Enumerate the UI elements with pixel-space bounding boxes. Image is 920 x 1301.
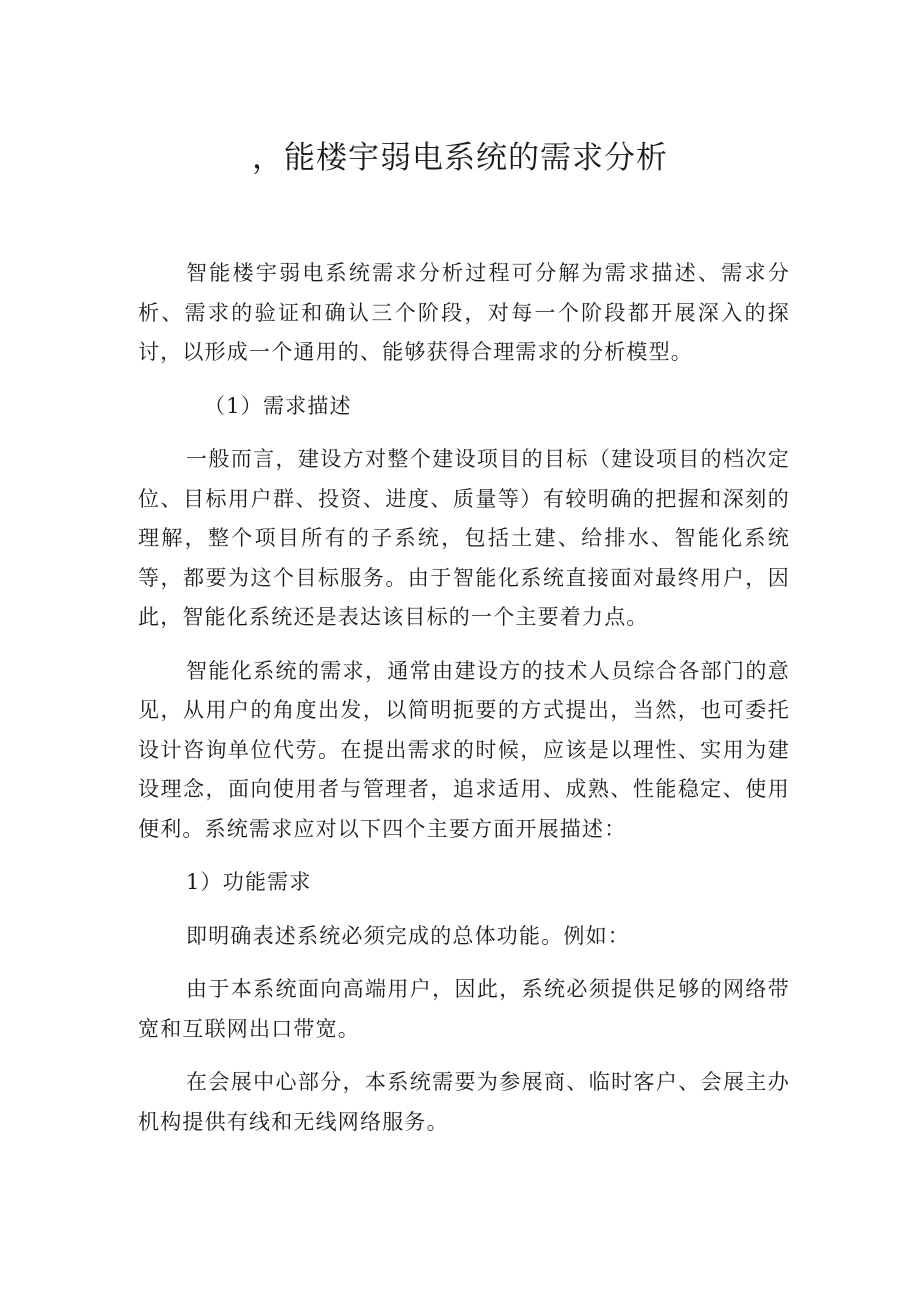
paragraph-bandwidth-example: 由于本系统面向高端用户，因此，系统必须提供足够的网络带宽和互联网出口带宽。 [138, 977, 790, 1041]
section-heading-requirement-description: （1）需求描述 [204, 393, 352, 418]
paragraph-function-intro: 即明确表述系统必须完成的总体功能。例如： [186, 923, 630, 948]
subheading-functional-requirements: 1）功能需求 [186, 870, 312, 894]
paragraph-project-goals: 一般而言，建设方对整个建设项目的目标（建设项目的档次定位、目标用户群、投资、进度、质量等）有较明确的把握和深刻的理解，整个项目所有的子系统，包括土建、给排水、智能化系统等，都要为这个目标服务。由于智能化系统直接面对最终用户，因此，智能化系统还是表达该目标的一个主要着力点。 [138, 447, 790, 629]
paragraph-intro: 智能楼宇弱电系统需求分析过程可分解为需求描述、需求分析、需求的验证和确认三个阶段，对每一个阶段都开展深入的探讨，以形成一个通用的、能够获得合理需求的分析模型。 [138, 261, 790, 364]
document-title: ，能楼宇弱电系统的需求分析 [252, 140, 668, 176]
document-body [138, 254, 790, 1156]
paragraph-system-requirements: 智能化系统的需求，通常由建设方的技术人员综合各部门的意见，从用户的角度出发，以简明扼要的方式提出，当然，也可委托设计咨询单位代劳。在提出需求的时候，应该是以理性、实用为建设理念，面向使用者与管理者，追求适用、成熟、性能稳定、使用便利。系统需求应对以下四个主要方面开展描述： [138, 658, 790, 841]
paragraph-exhibition-example: 在会展中心部分，本系统需要为参展商、临时客户、会展主办机构提供有线和无线网络服务。 [138, 1070, 790, 1134]
